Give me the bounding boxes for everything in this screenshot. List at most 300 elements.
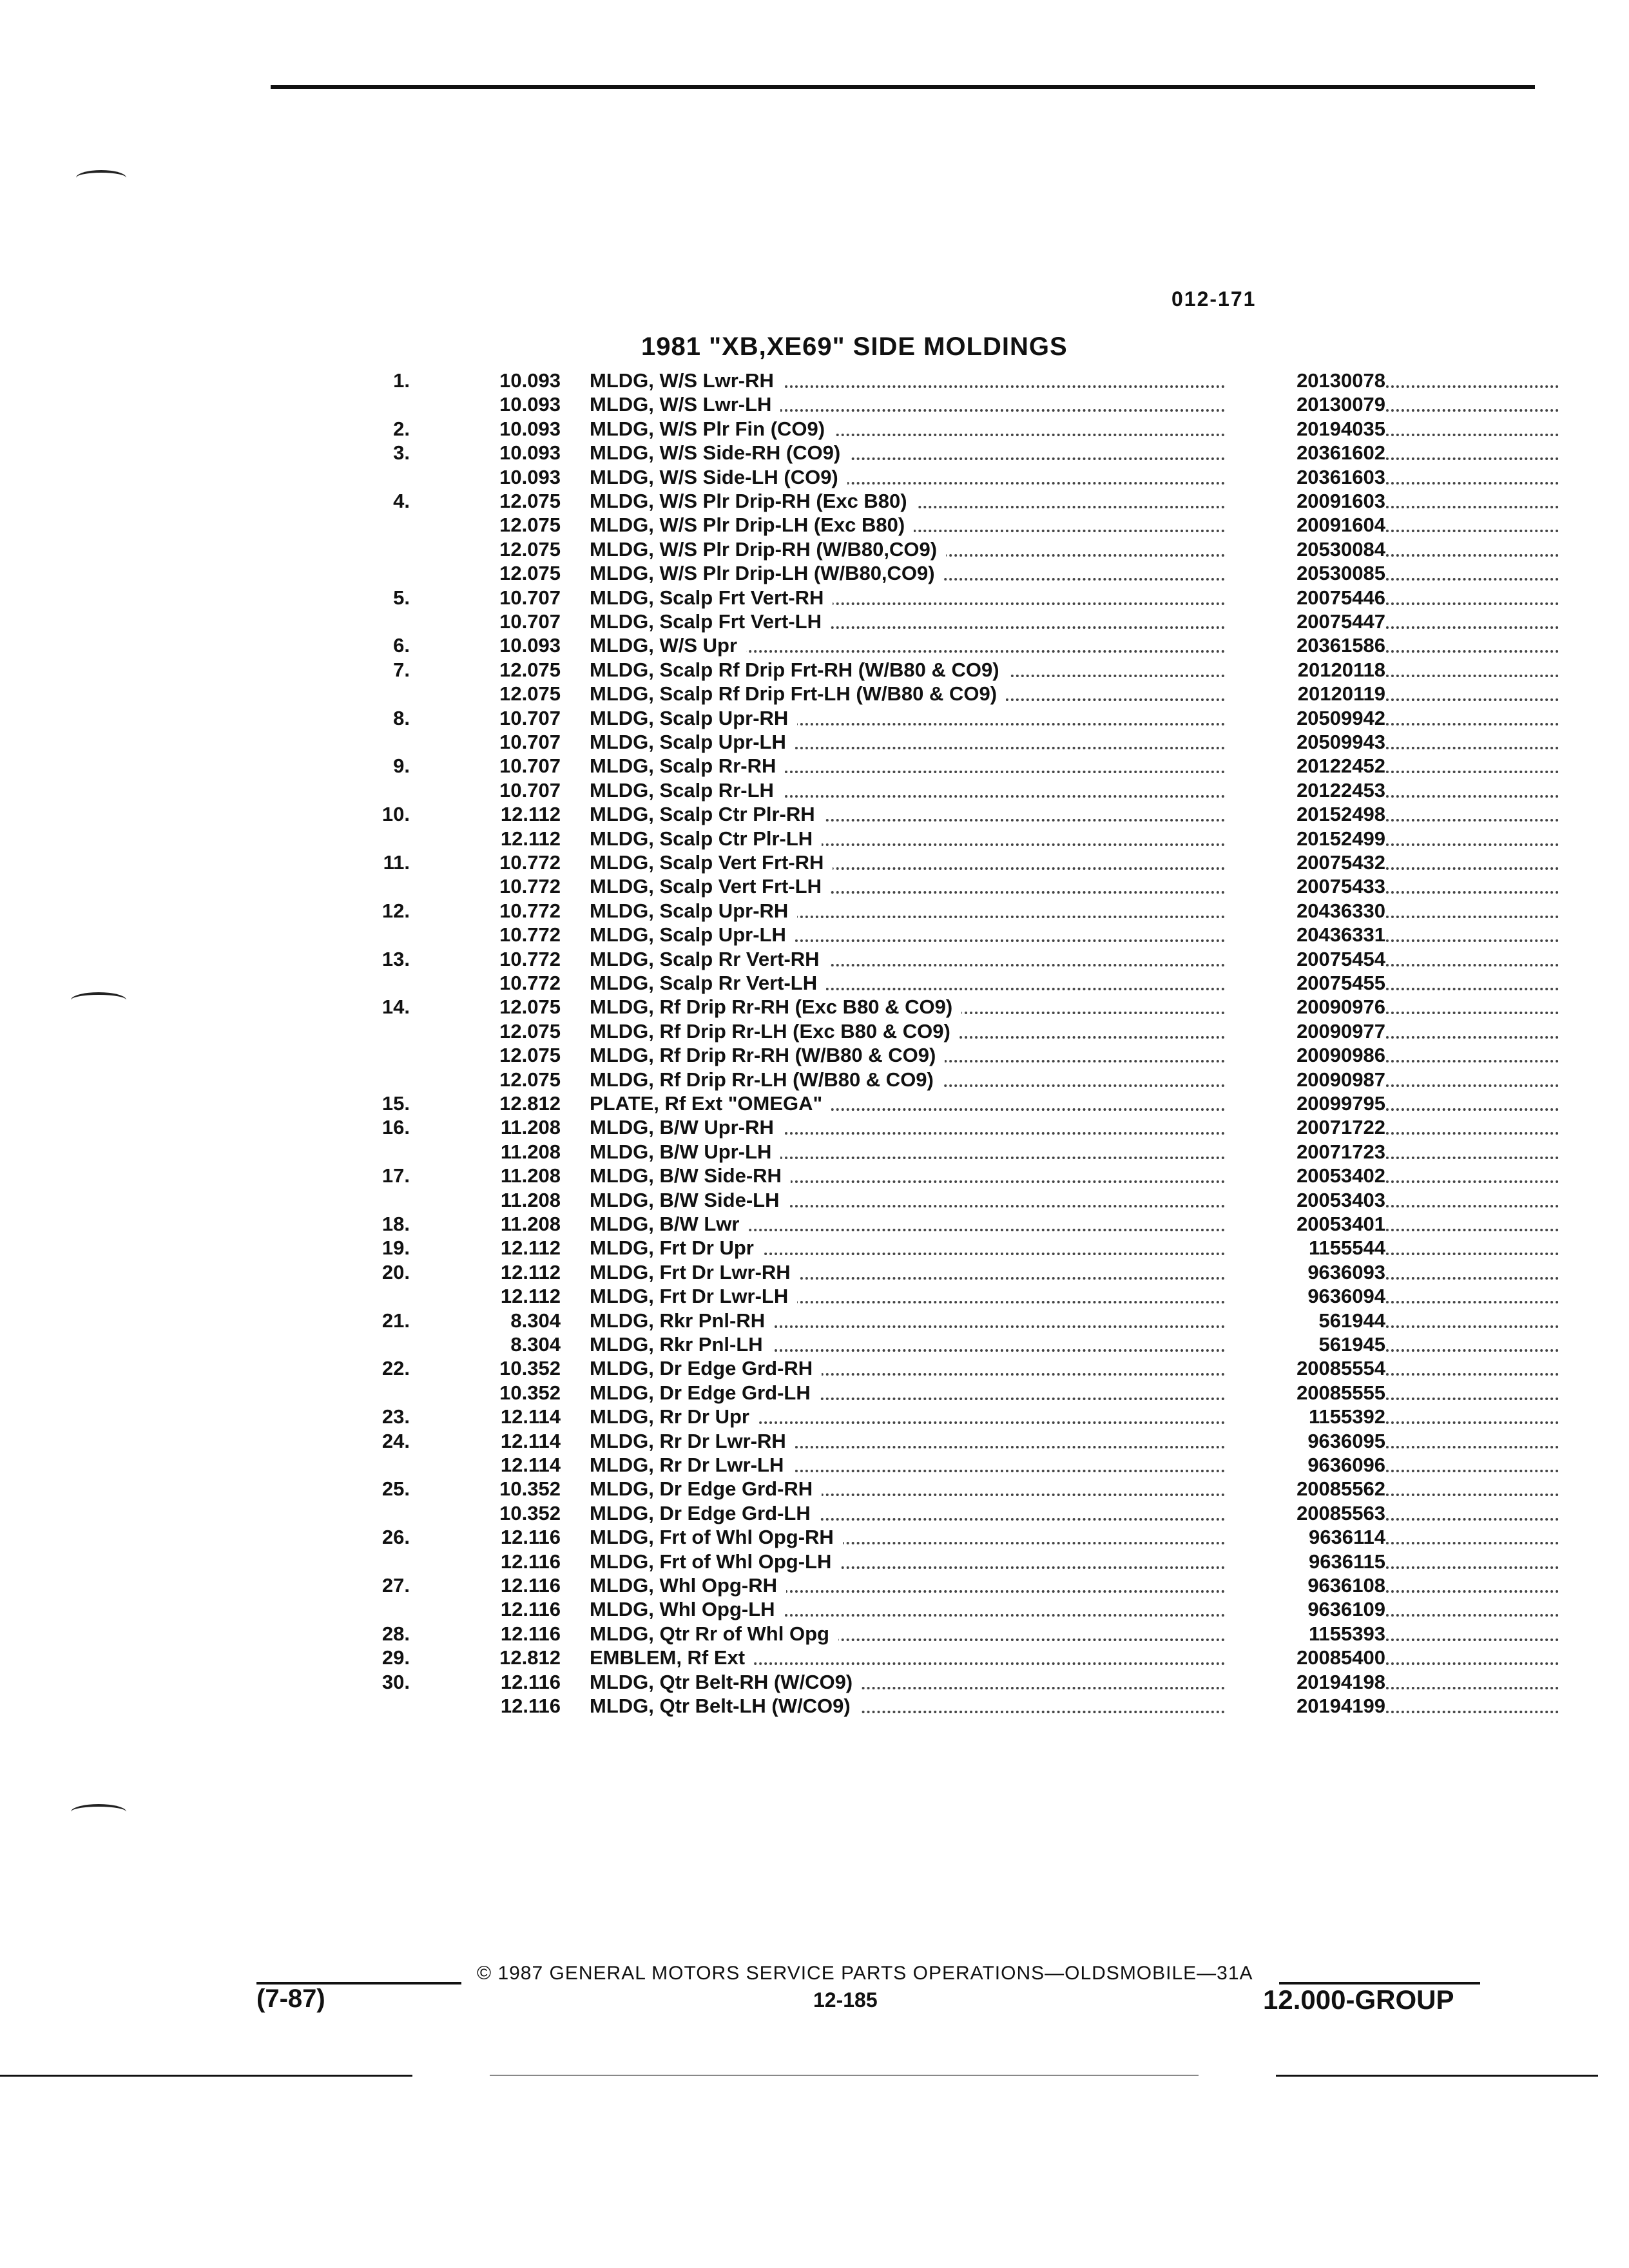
part-number: 20099795: [1226, 1091, 1385, 1115]
part-number: 20194199: [1226, 1694, 1385, 1718]
part-number: 20120118: [1226, 658, 1385, 682]
part-number: 20071723: [1226, 1140, 1385, 1164]
table-row: [348, 1525, 1385, 1549]
document-code: 012-171: [1171, 287, 1257, 311]
table-row: [348, 1501, 1385, 1525]
part-description: [590, 1309, 1547, 1332]
group-number: 11.208: [500, 1213, 561, 1235]
part-number: 1155393: [1226, 1622, 1385, 1646]
group-number: 12.114: [500, 1454, 561, 1476]
item-number: 14.: [381, 995, 410, 1019]
table-row: [348, 899, 1385, 923]
part-number: 20530085: [1226, 561, 1385, 585]
item-number: 5.: [393, 586, 410, 609]
part-description-text: MLDG, W/S Plr Drip-RH (W/B80,CO9): [590, 538, 946, 561]
group-number: 11.208: [500, 1164, 561, 1187]
item-number: 10.: [381, 803, 410, 826]
item-number: 3.: [393, 441, 410, 465]
part-description: [590, 561, 1547, 585]
part-description-text: MLDG, Frt Dr Lwr-LH: [590, 1285, 797, 1307]
table-row: [348, 537, 1385, 561]
table-row: [348, 633, 1385, 657]
part-number: 9636093: [1226, 1260, 1385, 1284]
part-description-text: MLDG, Rf Drip Rr-RH (W/B80 & CO9): [590, 1044, 945, 1066]
table-row: [348, 827, 1385, 850]
part-description: [590, 1501, 1547, 1525]
part-description: [590, 633, 1547, 657]
part-description: [590, 947, 1547, 971]
part-number: 20085400: [1226, 1646, 1385, 1669]
item-number: 12.: [381, 899, 410, 922]
table-row: [348, 465, 1385, 489]
part-description-text: MLDG, Rr Dr Upr: [590, 1405, 758, 1428]
table-row: [348, 947, 1385, 971]
table-row: [348, 1260, 1385, 1284]
table-row: [348, 1381, 1385, 1405]
part-number: 20091604: [1226, 513, 1385, 537]
part-number: 561944: [1226, 1309, 1385, 1332]
part-description-text: MLDG, Whl Opg-RH: [590, 1574, 786, 1597]
table-row: [348, 1477, 1385, 1501]
part-description: [590, 778, 1547, 802]
table-row: [348, 369, 1385, 392]
group-number: 10.707: [499, 754, 561, 778]
part-description: [590, 1670, 1547, 1694]
part-description: [590, 1164, 1547, 1187]
group-number: 12.812: [499, 1646, 561, 1669]
group-number: 10.772: [499, 899, 561, 922]
group-number: 12.116: [500, 1622, 561, 1645]
item-number: 11.: [383, 851, 410, 874]
part-description-text: EMBLEM, Rf Ext: [590, 1646, 754, 1669]
part-number: 20130078: [1226, 369, 1385, 392]
top-rule: [271, 85, 1535, 89]
item-number: 21.: [381, 1309, 410, 1332]
part-description: [590, 658, 1547, 682]
part-description: [590, 1068, 1547, 1091]
part-description-text: MLDG, Dr Edge Grd-RH: [590, 1477, 822, 1500]
part-description: [590, 1573, 1547, 1597]
part-description: [590, 874, 1547, 898]
group-number: 12.075: [499, 514, 561, 537]
part-description: [590, 1405, 1547, 1428]
part-description: [590, 1236, 1547, 1260]
part-description-text: MLDG, W/S Plr Drip-LH (W/B80,CO9): [590, 562, 944, 584]
part-description-text: MLDG, Rf Drip Rr-LH (Exc B80 & CO9): [590, 1020, 959, 1043]
part-description-text: MLDG, Scalp Rr-RH: [590, 754, 785, 777]
group-number: 12.075: [499, 995, 561, 1019]
part-number: 20090987: [1226, 1068, 1385, 1091]
item-number: 26.: [381, 1526, 410, 1549]
page-number: 12-185: [813, 1988, 878, 2012]
part-description-text: MLDG, W/S Upr: [590, 634, 746, 657]
part-description: [590, 802, 1547, 826]
item-number: 1.: [393, 369, 410, 392]
part-description-text: MLDG, Scalp Upr-LH: [590, 923, 795, 946]
part-description-text: MLDG, W/S Plr Drip-LH (Exc B80): [590, 514, 914, 536]
table-row: [348, 1405, 1385, 1428]
part-number: 20090976: [1226, 995, 1385, 1019]
copyright-notice: © 1987 GENERAL MOTORS SERVICE PARTS OPERATIONS—OLDSMOBILE—31A: [477, 1963, 1253, 1984]
table-row: [348, 586, 1385, 610]
part-description-text: MLDG, W/S Lwr-RH: [590, 369, 783, 392]
group-number: 10.352: [499, 1381, 561, 1404]
part-description: [590, 1356, 1547, 1380]
part-description-text: PLATE, Rf Ext "OMEGA": [590, 1092, 831, 1115]
part-number: 20120119: [1226, 682, 1385, 706]
group-label: 12.000-GROUP: [1263, 1984, 1454, 2015]
table-row: [348, 1429, 1385, 1453]
group-number: 10.093: [499, 441, 561, 465]
punch-mark-top: [76, 170, 126, 186]
part-description: [590, 1115, 1547, 1139]
part-number: 9636109: [1226, 1597, 1385, 1621]
part-description: [590, 706, 1547, 730]
part-description-text: MLDG, Scalp Ctr Plr-LH: [590, 827, 822, 850]
part-description-text: MLDG, Frt of Whl Opg-LH: [590, 1550, 840, 1573]
group-number: 10.707: [499, 610, 561, 633]
item-number: 24.: [381, 1429, 410, 1452]
table-row: [348, 1309, 1385, 1332]
part-number: 20075446: [1226, 586, 1385, 610]
part-number: 9636115: [1226, 1550, 1385, 1573]
part-number: 9636094: [1226, 1284, 1385, 1308]
group-number: 10.352: [499, 1477, 561, 1501]
group-number: 12.075: [499, 1044, 561, 1067]
table-row: [348, 1332, 1385, 1356]
group-number: 12.116: [500, 1598, 561, 1621]
part-description-text: MLDG, Rf Drip Rr-RH (Exc B80 & CO9): [590, 995, 961, 1018]
part-description: [590, 610, 1547, 633]
table-row: [348, 1694, 1385, 1718]
part-number: 20085563: [1226, 1501, 1385, 1525]
part-number: 20053401: [1226, 1212, 1385, 1236]
part-number: 20091603: [1226, 489, 1385, 513]
item-number: 17.: [381, 1164, 410, 1187]
part-number: 20075432: [1226, 850, 1385, 874]
part-number: 20090986: [1226, 1043, 1385, 1067]
part-description: [590, 827, 1547, 850]
item-number: 27.: [381, 1574, 410, 1597]
item-number: 9.: [393, 754, 410, 778]
part-number: 20361602: [1226, 441, 1385, 465]
part-description-text: MLDG, Rr Dr Lwr-RH: [590, 1430, 795, 1452]
group-number: 12.116: [500, 1695, 561, 1717]
part-description: [590, 1091, 1547, 1115]
group-number: 10.772: [499, 923, 561, 947]
part-description-text: MLDG, Whl Opg-LH: [590, 1598, 784, 1620]
table-row: [348, 1550, 1385, 1573]
table-row: [348, 1670, 1385, 1694]
group-number: 10.772: [499, 972, 561, 994]
part-description-text: MLDG, Dr Edge Grd-LH: [590, 1381, 820, 1404]
group-number: 11.208: [500, 1140, 561, 1163]
part-number: 20530084: [1226, 537, 1385, 561]
part-description: [590, 465, 1547, 489]
group-number: 10.093: [499, 393, 561, 416]
part-description: [590, 1212, 1547, 1236]
part-description: [590, 513, 1547, 537]
group-number: 12.112: [500, 1236, 561, 1260]
item-number: 30.: [381, 1670, 410, 1693]
bottom-rule-mid: [490, 2075, 1199, 2076]
table-row: [348, 489, 1385, 513]
part-description-text: MLDG, Scalp Rr Vert-LH: [590, 972, 826, 994]
group-number: 12.812: [499, 1092, 561, 1115]
item-number: 25.: [381, 1477, 410, 1501]
part-number: 20075454: [1226, 947, 1385, 971]
group-number: 12.075: [499, 1068, 561, 1091]
table-row: [348, 561, 1385, 585]
table-row: [348, 513, 1385, 537]
part-number: 20075455: [1226, 971, 1385, 995]
part-description-text: MLDG, Scalp Vert Frt-RH: [590, 851, 833, 874]
group-number: 12.116: [500, 1526, 561, 1549]
group-number: 8.304: [510, 1309, 561, 1332]
group-number: 12.116: [500, 1574, 561, 1597]
part-number: 20075447: [1226, 610, 1385, 633]
item-number: 4.: [393, 490, 410, 512]
item-number: 13.: [381, 947, 410, 970]
part-description-text: MLDG, Dr Edge Grd-RH: [590, 1357, 822, 1379]
table-row: [348, 923, 1385, 947]
item-number: 6.: [393, 634, 410, 657]
part-number: 20436331: [1226, 923, 1385, 947]
group-number: 12.112: [500, 827, 561, 850]
part-number: 20122453: [1226, 778, 1385, 802]
item-number: 8.: [393, 706, 410, 729]
part-description-text: MLDG, B/W Lwr: [590, 1213, 748, 1235]
part-description-text: MLDG, Rf Drip Rr-LH (W/B80 & CO9): [590, 1068, 943, 1091]
part-description: [590, 1043, 1547, 1067]
group-number: 11.208: [500, 1116, 561, 1139]
part-number: 20509943: [1226, 730, 1385, 754]
group-number: 10.707: [499, 778, 561, 802]
part-description: [590, 754, 1547, 778]
group-number: 10.707: [499, 731, 561, 753]
table-row: [348, 850, 1385, 874]
group-number: 10.707: [499, 706, 561, 729]
part-number: 20053403: [1226, 1188, 1385, 1212]
group-number: 10.772: [499, 947, 561, 970]
group-number: 8.304: [510, 1333, 561, 1356]
table-row: [348, 754, 1385, 778]
part-description-text: MLDG, W/S Plr Fin (CO9): [590, 418, 834, 440]
table-row: [348, 971, 1385, 995]
bottom-rule-right: [1276, 2075, 1598, 2077]
part-description-text: MLDG, Rr Dr Lwr-LH: [590, 1454, 793, 1476]
part-description: [590, 1646, 1547, 1669]
part-description-text: MLDG, Frt Dr Upr: [590, 1236, 763, 1259]
part-number: 20509942: [1226, 706, 1385, 730]
part-number: 20361603: [1226, 465, 1385, 489]
item-number: 2.: [393, 417, 410, 440]
part-number: 561945: [1226, 1332, 1385, 1356]
part-description: [590, 1453, 1547, 1477]
table-row: [348, 1597, 1385, 1621]
part-description-text: MLDG, Scalp Frt Vert-RH: [590, 586, 833, 609]
part-number: 20085562: [1226, 1477, 1385, 1501]
part-number: 20071722: [1226, 1115, 1385, 1139]
table-row: [348, 778, 1385, 802]
table-row: [348, 1236, 1385, 1260]
part-number: 20085554: [1226, 1356, 1385, 1380]
table-row: [348, 1573, 1385, 1597]
table-row: [348, 995, 1385, 1019]
part-description-text: MLDG, B/W Upr-RH: [590, 1116, 783, 1139]
table-row: [348, 1164, 1385, 1187]
part-number: 9636114: [1226, 1525, 1385, 1549]
group-number: 11.208: [500, 1188, 561, 1211]
part-description: [590, 586, 1547, 610]
part-description-text: MLDG, W/S Side-LH (CO9): [590, 466, 847, 488]
group-number: 12.116: [500, 1550, 561, 1573]
item-number: 29.: [381, 1646, 410, 1669]
part-description: [590, 1140, 1547, 1164]
part-description-text: MLDG, W/S Side-RH (CO9): [590, 441, 849, 464]
item-number: 15.: [381, 1092, 410, 1115]
part-description: [590, 1429, 1547, 1453]
part-description: [590, 369, 1547, 392]
part-description: [590, 1332, 1547, 1356]
part-description: [590, 489, 1547, 513]
part-number: 20085555: [1226, 1381, 1385, 1405]
part-description: [590, 1694, 1547, 1718]
table-row: [348, 1453, 1385, 1477]
item-number: 20.: [381, 1260, 410, 1283]
item-number: 18.: [381, 1213, 410, 1235]
group-number: 10.093: [499, 417, 561, 440]
group-number: 10.772: [499, 875, 561, 898]
part-description: [590, 730, 1547, 754]
part-description: [590, 1260, 1547, 1284]
part-description: [590, 995, 1547, 1019]
group-number: 12.114: [500, 1429, 561, 1452]
part-description: [590, 1188, 1547, 1212]
part-description-text: MLDG, Scalp Rf Drip Frt-RH (W/B80 & CO9): [590, 658, 1008, 681]
part-description: [590, 899, 1547, 923]
group-number: 10.352: [499, 1501, 561, 1524]
item-number: 28.: [381, 1622, 410, 1645]
table-row: [348, 610, 1385, 633]
group-number: 12.112: [500, 1260, 561, 1283]
punch-mark-bottom: [71, 1804, 126, 1820]
table-row: [348, 874, 1385, 898]
table-row: [348, 1115, 1385, 1139]
part-number: 20053402: [1226, 1164, 1385, 1187]
table-row: [348, 417, 1385, 441]
item-number: 22.: [381, 1357, 410, 1380]
part-description-text: MLDG, Rkr Pnl-RH: [590, 1309, 774, 1332]
part-description-text: MLDG, Rkr Pnl-LH: [590, 1333, 772, 1356]
punch-mark-middle: [71, 992, 126, 1008]
table-row: [348, 682, 1385, 706]
table-row: [348, 1091, 1385, 1115]
part-description: [590, 971, 1547, 995]
group-number: 12.075: [499, 562, 561, 585]
part-number: 20361586: [1226, 633, 1385, 657]
table-row: [348, 1622, 1385, 1646]
table-row: [348, 1068, 1385, 1091]
part-description-text: MLDG, Scalp Rf Drip Frt-LH (W/B80 & CO9): [590, 682, 1006, 705]
part-number: 20194198: [1226, 1670, 1385, 1694]
table-row: [348, 802, 1385, 826]
part-description: [590, 392, 1547, 416]
bottom-rule-left: [0, 2075, 412, 2077]
table-row: [348, 1188, 1385, 1212]
group-number: 12.075: [499, 537, 561, 561]
table-row: [348, 706, 1385, 730]
part-description: [590, 1477, 1547, 1501]
part-description-text: MLDG, W/S Plr Drip-RH (Exc B80): [590, 490, 916, 512]
part-description: [590, 1019, 1547, 1043]
table-row: [348, 392, 1385, 416]
table-row: [348, 1646, 1385, 1669]
part-description: [590, 1622, 1547, 1646]
table-row: [348, 1140, 1385, 1164]
item-number: 16.: [381, 1116, 410, 1139]
part-number: 20122452: [1226, 754, 1385, 778]
revision-date: (7-87): [256, 1984, 325, 2013]
part-description-text: MLDG, Qtr Belt-RH (W/CO9): [590, 1671, 862, 1693]
part-description-text: MLDG, Scalp Upr-RH: [590, 707, 797, 729]
table-row: [348, 1356, 1385, 1380]
group-number: 12.075: [499, 658, 561, 681]
part-description-text: MLDG, W/S Lwr-LH: [590, 393, 780, 416]
part-number: 20152499: [1226, 827, 1385, 850]
part-number: 9636108: [1226, 1573, 1385, 1597]
table-row: [348, 441, 1385, 465]
group-number: 10.093: [499, 465, 561, 488]
part-description: [590, 417, 1547, 441]
part-description-text: MLDG, Scalp Rr-LH: [590, 779, 783, 802]
part-description-text: MLDG, Scalp Rr Vert-RH: [590, 948, 829, 970]
group-number: 10.772: [499, 851, 561, 874]
part-number: 9636096: [1226, 1453, 1385, 1477]
part-description: [590, 441, 1547, 465]
part-description: [590, 1597, 1547, 1621]
part-description: [590, 1550, 1547, 1573]
part-description: [590, 923, 1547, 947]
group-number: 12.112: [500, 803, 561, 826]
item-number: 23.: [381, 1405, 410, 1428]
group-number: 12.075: [499, 682, 561, 706]
part-description: [590, 682, 1547, 706]
part-description: [590, 1284, 1547, 1308]
part-description: [590, 1381, 1547, 1405]
part-number: 20194035: [1226, 417, 1385, 441]
part-description-text: MLDG, Qtr Rr of Whl Opg: [590, 1622, 838, 1645]
part-description-text: MLDG, Qtr Belt-LH (W/CO9): [590, 1695, 860, 1717]
part-description-text: MLDG, Frt Dr Lwr-RH: [590, 1261, 800, 1283]
table-row: [348, 1019, 1385, 1043]
part-description-text: MLDG, Frt of Whl Opg-RH: [590, 1526, 843, 1548]
page-title: 1981 "XB,XE69" SIDE MOLDINGS: [641, 332, 1068, 361]
part-number: 20152498: [1226, 802, 1385, 826]
part-description-text: MLDG, Scalp Vert Frt-LH: [590, 875, 831, 898]
table-row: [348, 658, 1385, 682]
group-number: 12.075: [499, 490, 561, 512]
item-number: 7.: [393, 658, 410, 681]
group-number: 10.093: [499, 634, 561, 657]
group-number: 12.112: [500, 1285, 561, 1308]
group-number: 10.093: [499, 369, 561, 392]
part-number: 9636095: [1226, 1429, 1385, 1453]
group-number: 12.075: [499, 1019, 561, 1043]
part-number: 1155544: [1226, 1236, 1385, 1260]
table-row: [348, 1284, 1385, 1308]
group-number: 12.114: [500, 1405, 561, 1428]
